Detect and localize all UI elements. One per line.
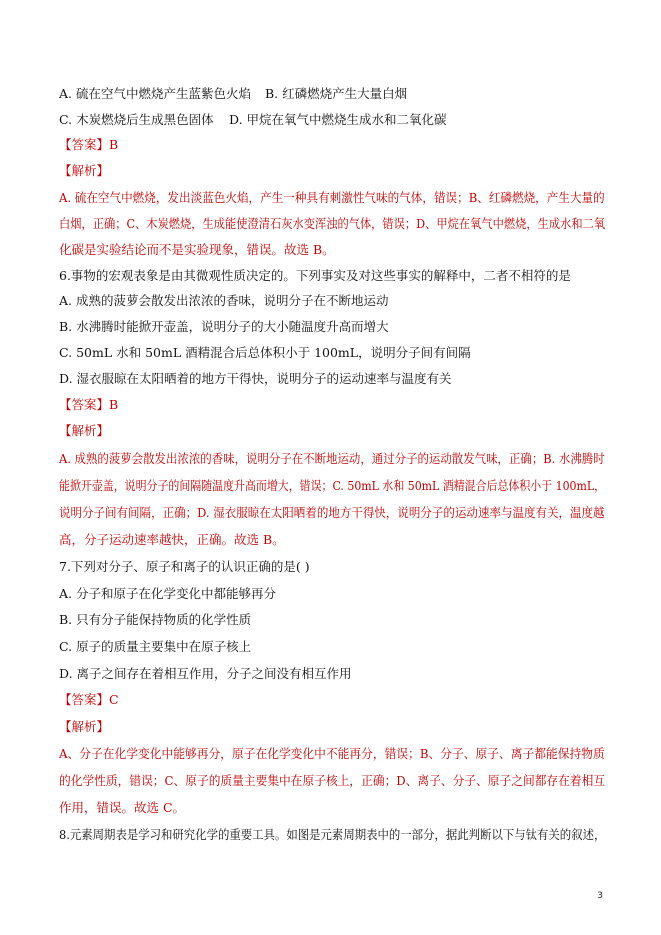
q5-options-row-2 bbox=[59, 112, 447, 128]
q7-analysis-line: 的化学性质，错误；C、原子的质量主要集中在原子核上，正确；D、离子、分子、原子之间都存在着相互 bbox=[59, 773, 606, 788]
q5-option-c: C. 木炭燃烧后生成黑色固体 bbox=[59, 112, 214, 127]
q7-option-b: B. 只有分子能保持物质的化学性质 bbox=[59, 612, 252, 627]
q8-stem: 8.元素周期表是学习和研究化学的重要工具。如图是元素周期表中的一部分，据此判断以下与钛有关的叙述， bbox=[59, 827, 606, 842]
q6-analysis-line: 高，分子运动速率越快，正确。故选 B。 bbox=[59, 532, 285, 547]
page-number: 3 bbox=[597, 891, 603, 901]
q5-option-a: A. 硫在空气中燃烧产生蓝紫色火焰 bbox=[59, 86, 251, 101]
q6-option-d: D. 湿衣服晾在太阳晒着的地方干得快，说明分子的运动速率与温度有关 bbox=[59, 371, 452, 386]
q6-analysis-label: 【解析】 bbox=[59, 423, 110, 438]
q6-analysis-line: 说明分子间有间隔，正确；D. 湿衣服晾在太阳晒着的地方干得快，说明分子的运动速率与温度有关，温度越 bbox=[59, 505, 605, 520]
q7-analysis-line: 作用，错误。故选 C。 bbox=[59, 800, 186, 815]
q6-answer: 【答案】B bbox=[59, 397, 119, 412]
q6-analysis-line: A. 成熟的菠萝会散发出浓浓的香味，说明分子在不断地运动，通过分子的运动散发气味，正确；B. 水沸腾时 bbox=[59, 451, 605, 466]
q5-option-b: B. 红磷燃烧产生大量白烟 bbox=[265, 86, 408, 101]
q7-stem: 7.下列对分子、原子和离子的认识正确的是( ) bbox=[59, 559, 310, 574]
q6-option-c: C. 50mL 水和 50mL 酒精混合后总体积小于 100mL，说明分子间有间隔 bbox=[59, 345, 471, 360]
q7-option-c: C. 原子的质量主要集中在原子核上 bbox=[59, 639, 252, 654]
q5-analysis-line: A. 硫在空气中燃烧，发出淡蓝色火焰，产生一种具有刺激性气味的气体，错误；B、红磷燃烧，产生大量的 bbox=[59, 190, 605, 205]
q5-options-row-1 bbox=[59, 86, 407, 102]
q7-analysis-line: A、分子在化学变化中能够再分，原子在化学变化中不能再分，错误；B、分子、原子、离子都能保持物质 bbox=[59, 746, 605, 761]
q7-option-a: A. 分子和原子在化学变化中都能够再分 bbox=[59, 586, 276, 601]
q7-answer: 【答案】C bbox=[59, 692, 119, 707]
q6-option-a: A. 成熟的菠萝会散发出浓浓的香味，说明分子在不断地运动 bbox=[59, 293, 389, 308]
q5-analysis-label: 【解析】 bbox=[59, 163, 110, 178]
q6-option-b: B. 水沸腾时能掀开壶盖，说明分子的大小随温度升高而增大 bbox=[59, 319, 389, 334]
q6-stem: 6.事物的宏观表象是由其微观性质决定的。下列事实及对这些事实的解释中，二者不相符的是 bbox=[59, 268, 571, 283]
q7-analysis-label: 【解析】 bbox=[59, 719, 110, 734]
q5-analysis-line: 白烟，正确；C、木炭燃烧，生成能使澄清石灰水变浑浊的气体，错误；D、甲烷在氧气中燃烧，生成水和二氧 bbox=[59, 216, 606, 231]
q5-analysis-line: 化碳是实验结论而不是实验现象，错误。故选 B。 bbox=[59, 242, 335, 257]
q6-analysis-line: 能掀开壶盖，说明分子的间隔随温度升高而增大，错误；C. 50mL 水和 50mL 酒精混合后总体积小于 100mL， bbox=[59, 478, 606, 493]
q5-option-d: D. 甲烷在氧气中燃烧生成水和二氧化碳 bbox=[229, 112, 447, 127]
q5-answer: 【答案】B bbox=[59, 137, 119, 152]
q7-option-d: D. 离子之间存在着相互作用，分子之间没有相互作用 bbox=[59, 666, 352, 681]
